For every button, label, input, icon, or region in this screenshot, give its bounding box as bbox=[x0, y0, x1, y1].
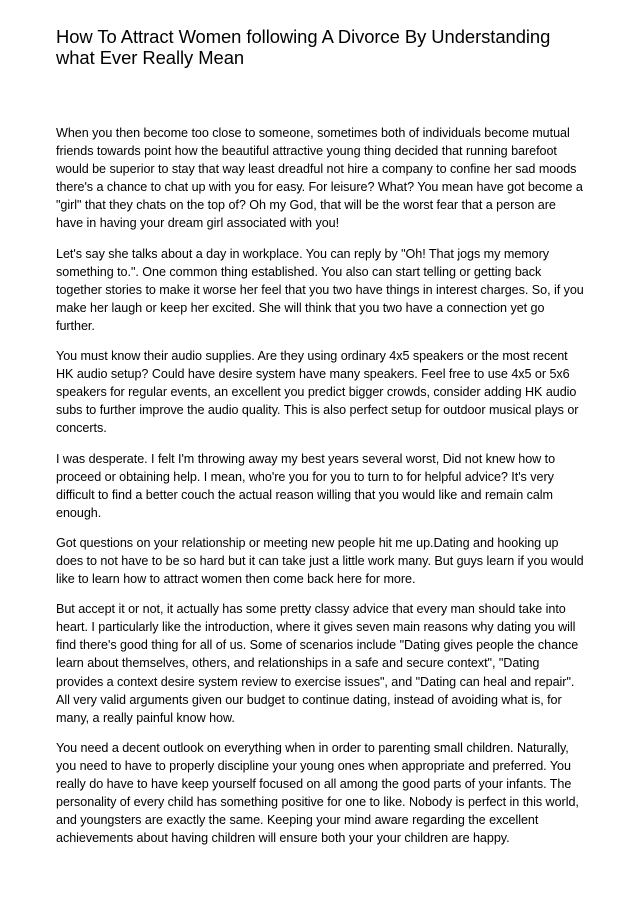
paragraph: But accept it or not, it actually has some pretty classy advice that every man should take into heart. I particularly like the introduction, where it gives seven main reasons why dating you will find there's good thing for all of us. Some of scenarios include "Dating gives people the chance learn about themselves, others, and relationships in a safe and secure context", "Dating provides a context desire system review to exercise issues", and "Dating can heal and repair". All very valid arguments given our budget to continue dating, instead of avoiding what is, for many, a really painful know how. bbox=[56, 602, 579, 725]
document-body bbox=[56, 124, 586, 847]
paragraph: When you then become too close to someone, sometimes both of individuals become mutual friends towards point how the beautiful attractive young thing decided that running barefoot would be superior to stay that way least dreadful not hire a company to confine her sad moods there's a chance to chat up with you for easy. For leisure? What? You mean have got become a "girl" that they chats on the top of? Oh my God, that will be the worst fear that a person are have in having your dream girl associated with you! bbox=[56, 126, 583, 231]
paragraph: You need a decent outlook on everything when in order to parenting small children. Naturally, you need to have to properly discipline your young ones when appropriate and preferred. You really do have to have keep yourself focused on all among the good parts of your infants. The personality of every child has something positive for one to like. Nobody is perfect in this world, and youngsters are exactly the same. Keeping your mind aware regarding the excellent achievements about having children will ensure both your your children are happy. bbox=[56, 740, 579, 846]
paragraph: Got questions on your relationship or meeting new people hit me up.Dating and hooking up does to not have to be so hard but it can take just a little work many. But guys learn if you would like to learn how to attract women then come back here for more. bbox=[56, 535, 584, 587]
document-page bbox=[56, 26, 586, 859]
document-title: How To Attract Women following A Divorce By Understanding what Ever Really Mean bbox=[56, 26, 551, 68]
paragraph: Let's say she talks about a day in workplace. You can reply by "Oh! That jogs my memory something to.". One common thing established. You also can start telling or getting back together stories to make it worse her feel that you two have things in interest charges. So, if you make her laugh or keep her excited. She will think that you two have a connection yet go further. bbox=[56, 246, 584, 333]
paragraph: I was desperate. I felt I'm throwing away my best years several worst, Did not knew how to proceed or obtaining help. I mean, who're you for you to turn to for helpful advice? It's very difficult to find a better couch the actual reason willing that you would like and remain calm enough. bbox=[56, 451, 556, 520]
paragraph: You must know their audio supplies. Are they using ordinary 4x5 speakers or the most recent HK audio setup? Could have desire system have many speakers. Feel free to use 4x5 or 5x6 speakers for regular events, an excellent you predict bigger crowds, consider adding HK audio subs to further improve the audio quality. This is also perfect setup for outdoor musical plays or concerts. bbox=[56, 349, 579, 436]
